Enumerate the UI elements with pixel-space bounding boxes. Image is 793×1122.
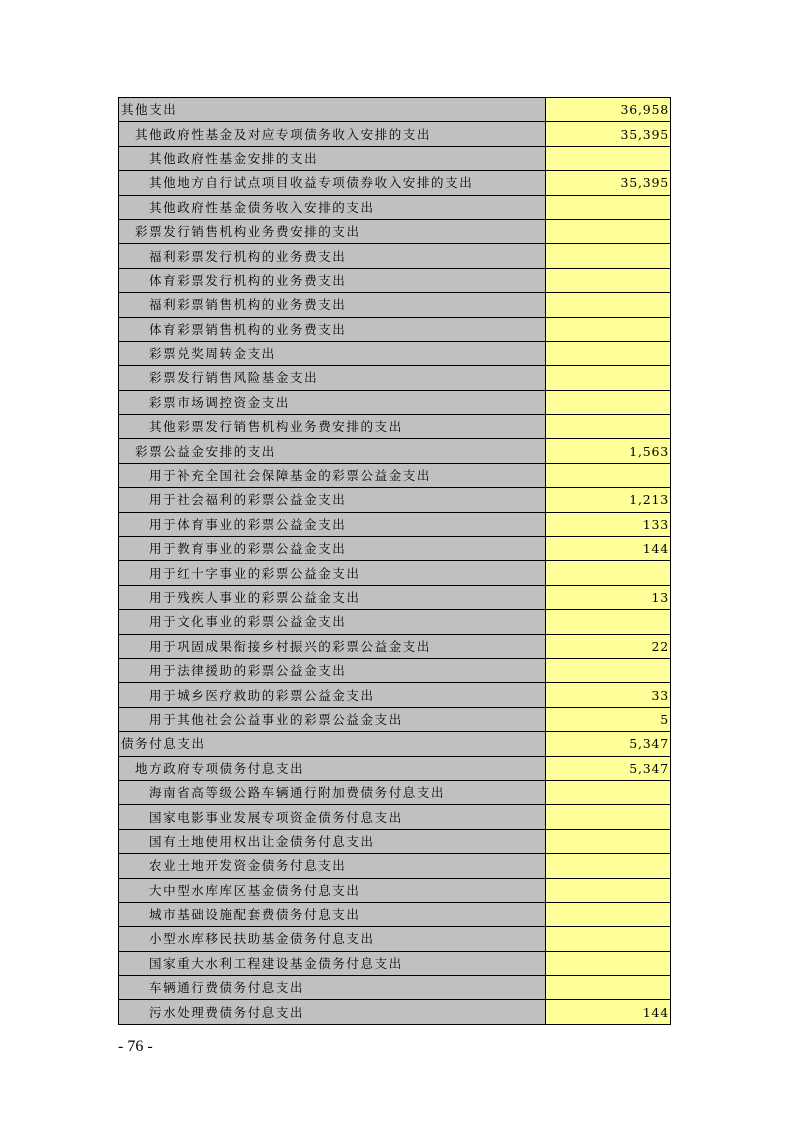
item-name-cell: 国家电影事业发展专项资金债务付息支出 [119,805,546,829]
item-value-cell [546,390,671,414]
table-row [119,610,671,634]
table-row [119,951,671,975]
item-value-cell [546,658,671,682]
item-value-cell [546,878,671,902]
item-value-cell [546,951,671,975]
item-name-cell: 彩票发行销售机构业务费安排的支出 [119,219,546,243]
table-row [119,244,671,268]
item-name-cell: 国有土地使用权出让金债务付息支出 [119,829,546,853]
table-row [119,171,671,195]
item-value-cell [546,268,671,292]
item-value-cell [546,366,671,390]
table-row [119,658,671,682]
item-name-cell: 用于补充全国社会保障基金的彩票公益金支出 [119,463,546,487]
table-row [119,829,671,853]
table-row [119,366,671,390]
item-value-cell: 5,347 [546,732,671,756]
table-row [119,756,671,780]
item-value-cell: 1,213 [546,488,671,512]
item-value-cell [546,195,671,219]
item-name-cell: 体育彩票发行机构的业务费支出 [119,268,546,292]
item-value-cell: 1,563 [546,439,671,463]
table-row [119,390,671,414]
item-name-cell: 其他支出 [119,98,546,122]
item-value-cell [546,976,671,1000]
item-value-cell: 5,347 [546,756,671,780]
item-name-cell: 用于法律援助的彩票公益金支出 [119,658,546,682]
item-name-cell: 其他地方自行试点项目收益专项债券收入安排的支出 [119,171,546,195]
item-name-cell: 福利彩票发行机构的业务费支出 [119,244,546,268]
item-name-cell: 农业土地开发资金债务付息支出 [119,854,546,878]
item-value-cell [546,610,671,634]
item-value-cell: 13 [546,585,671,609]
table-row [119,463,671,487]
table-row [119,317,671,341]
item-value-cell [546,146,671,170]
table-row [119,585,671,609]
item-name-cell: 体育彩票销售机构的业务费支出 [119,317,546,341]
table-row [119,878,671,902]
item-name-cell: 其他政府性基金债务收入安排的支出 [119,195,546,219]
item-value-cell: 133 [546,512,671,536]
item-value-cell [546,854,671,878]
table-row [119,927,671,951]
table-row [119,976,671,1000]
table-row [119,854,671,878]
table-row [119,902,671,926]
item-value-cell [546,293,671,317]
item-value-cell: 35,395 [546,171,671,195]
item-value-cell [546,219,671,243]
item-name-cell: 其他彩票发行销售机构业务费安排的支出 [119,415,546,439]
page-number: - 76 - [118,1038,153,1055]
item-name-cell: 污水处理费债务付息支出 [119,1000,546,1024]
item-value-cell [546,244,671,268]
item-value-cell: 144 [546,537,671,561]
item-value-cell [546,561,671,585]
item-value-cell: 144 [546,1000,671,1024]
table-row [119,146,671,170]
item-value-cell: 22 [546,634,671,658]
item-name-cell: 国家重大水利工程建设基金债务付息支出 [119,951,546,975]
table-body [119,98,671,1025]
table-row [119,537,671,561]
table-row [119,634,671,658]
table-row [119,439,671,463]
item-name-cell: 用于红十字事业的彩票公益金支出 [119,561,546,585]
item-name-cell: 彩票市场调控资金支出 [119,390,546,414]
item-name-cell: 用于文化事业的彩票公益金支出 [119,610,546,634]
item-name-cell: 彩票公益金安排的支出 [119,439,546,463]
item-value-cell: 5 [546,707,671,731]
item-value-cell [546,415,671,439]
table-row [119,415,671,439]
item-name-cell: 用于教育事业的彩票公益金支出 [119,537,546,561]
table-row [119,341,671,365]
table-row [119,195,671,219]
item-name-cell: 其他政府性基金安排的支出 [119,146,546,170]
item-name-cell: 用于社会福利的彩票公益金支出 [119,488,546,512]
item-value-cell: 33 [546,683,671,707]
table-row [119,707,671,731]
item-value-cell [546,829,671,853]
item-value-cell [546,927,671,951]
item-value-cell: 35,395 [546,122,671,146]
table-row [119,488,671,512]
table-row [119,683,671,707]
item-name-cell: 用于其他社会公益事业的彩票公益金支出 [119,707,546,731]
item-name-cell: 海南省高等级公路车辆通行附加费债务付息支出 [119,780,546,804]
table-row [119,732,671,756]
table-row [119,805,671,829]
item-name-cell: 其他政府性基金及对应专项债务收入安排的支出 [119,122,546,146]
item-name-cell: 大中型水库库区基金债务付息支出 [119,878,546,902]
item-value-cell [546,317,671,341]
table-row [119,98,671,122]
item-name-cell: 车辆通行费债务付息支出 [119,976,546,1000]
table-row [119,561,671,585]
table-row [119,1000,671,1024]
item-name-cell: 彩票兑奖周转金支出 [119,341,546,365]
table-row [119,122,671,146]
item-name-cell: 福利彩票销售机构的业务费支出 [119,293,546,317]
item-name-cell: 用于巩固成果衔接乡村振兴的彩票公益金支出 [119,634,546,658]
table-row [119,293,671,317]
item-name-cell: 地方政府专项债务付息支出 [119,756,546,780]
item-name-cell: 用于城乡医疗救助的彩票公益金支出 [119,683,546,707]
item-name-cell: 彩票发行销售风险基金支出 [119,366,546,390]
table-row [119,780,671,804]
table-row [119,268,671,292]
expenditure-table [118,97,671,1025]
item-value-cell: 36,958 [546,98,671,122]
item-value-cell [546,780,671,804]
item-name-cell: 小型水库移民扶助基金债务付息支出 [119,927,546,951]
item-value-cell [546,341,671,365]
item-value-cell [546,463,671,487]
table-row [119,219,671,243]
item-value-cell [546,902,671,926]
item-name-cell: 债务付息支出 [119,732,546,756]
item-name-cell: 用于体育事业的彩票公益金支出 [119,512,546,536]
item-name-cell: 用于残疾人事业的彩票公益金支出 [119,585,546,609]
item-name-cell: 城市基础设施配套费债务付息支出 [119,902,546,926]
table-row [119,512,671,536]
item-value-cell [546,805,671,829]
